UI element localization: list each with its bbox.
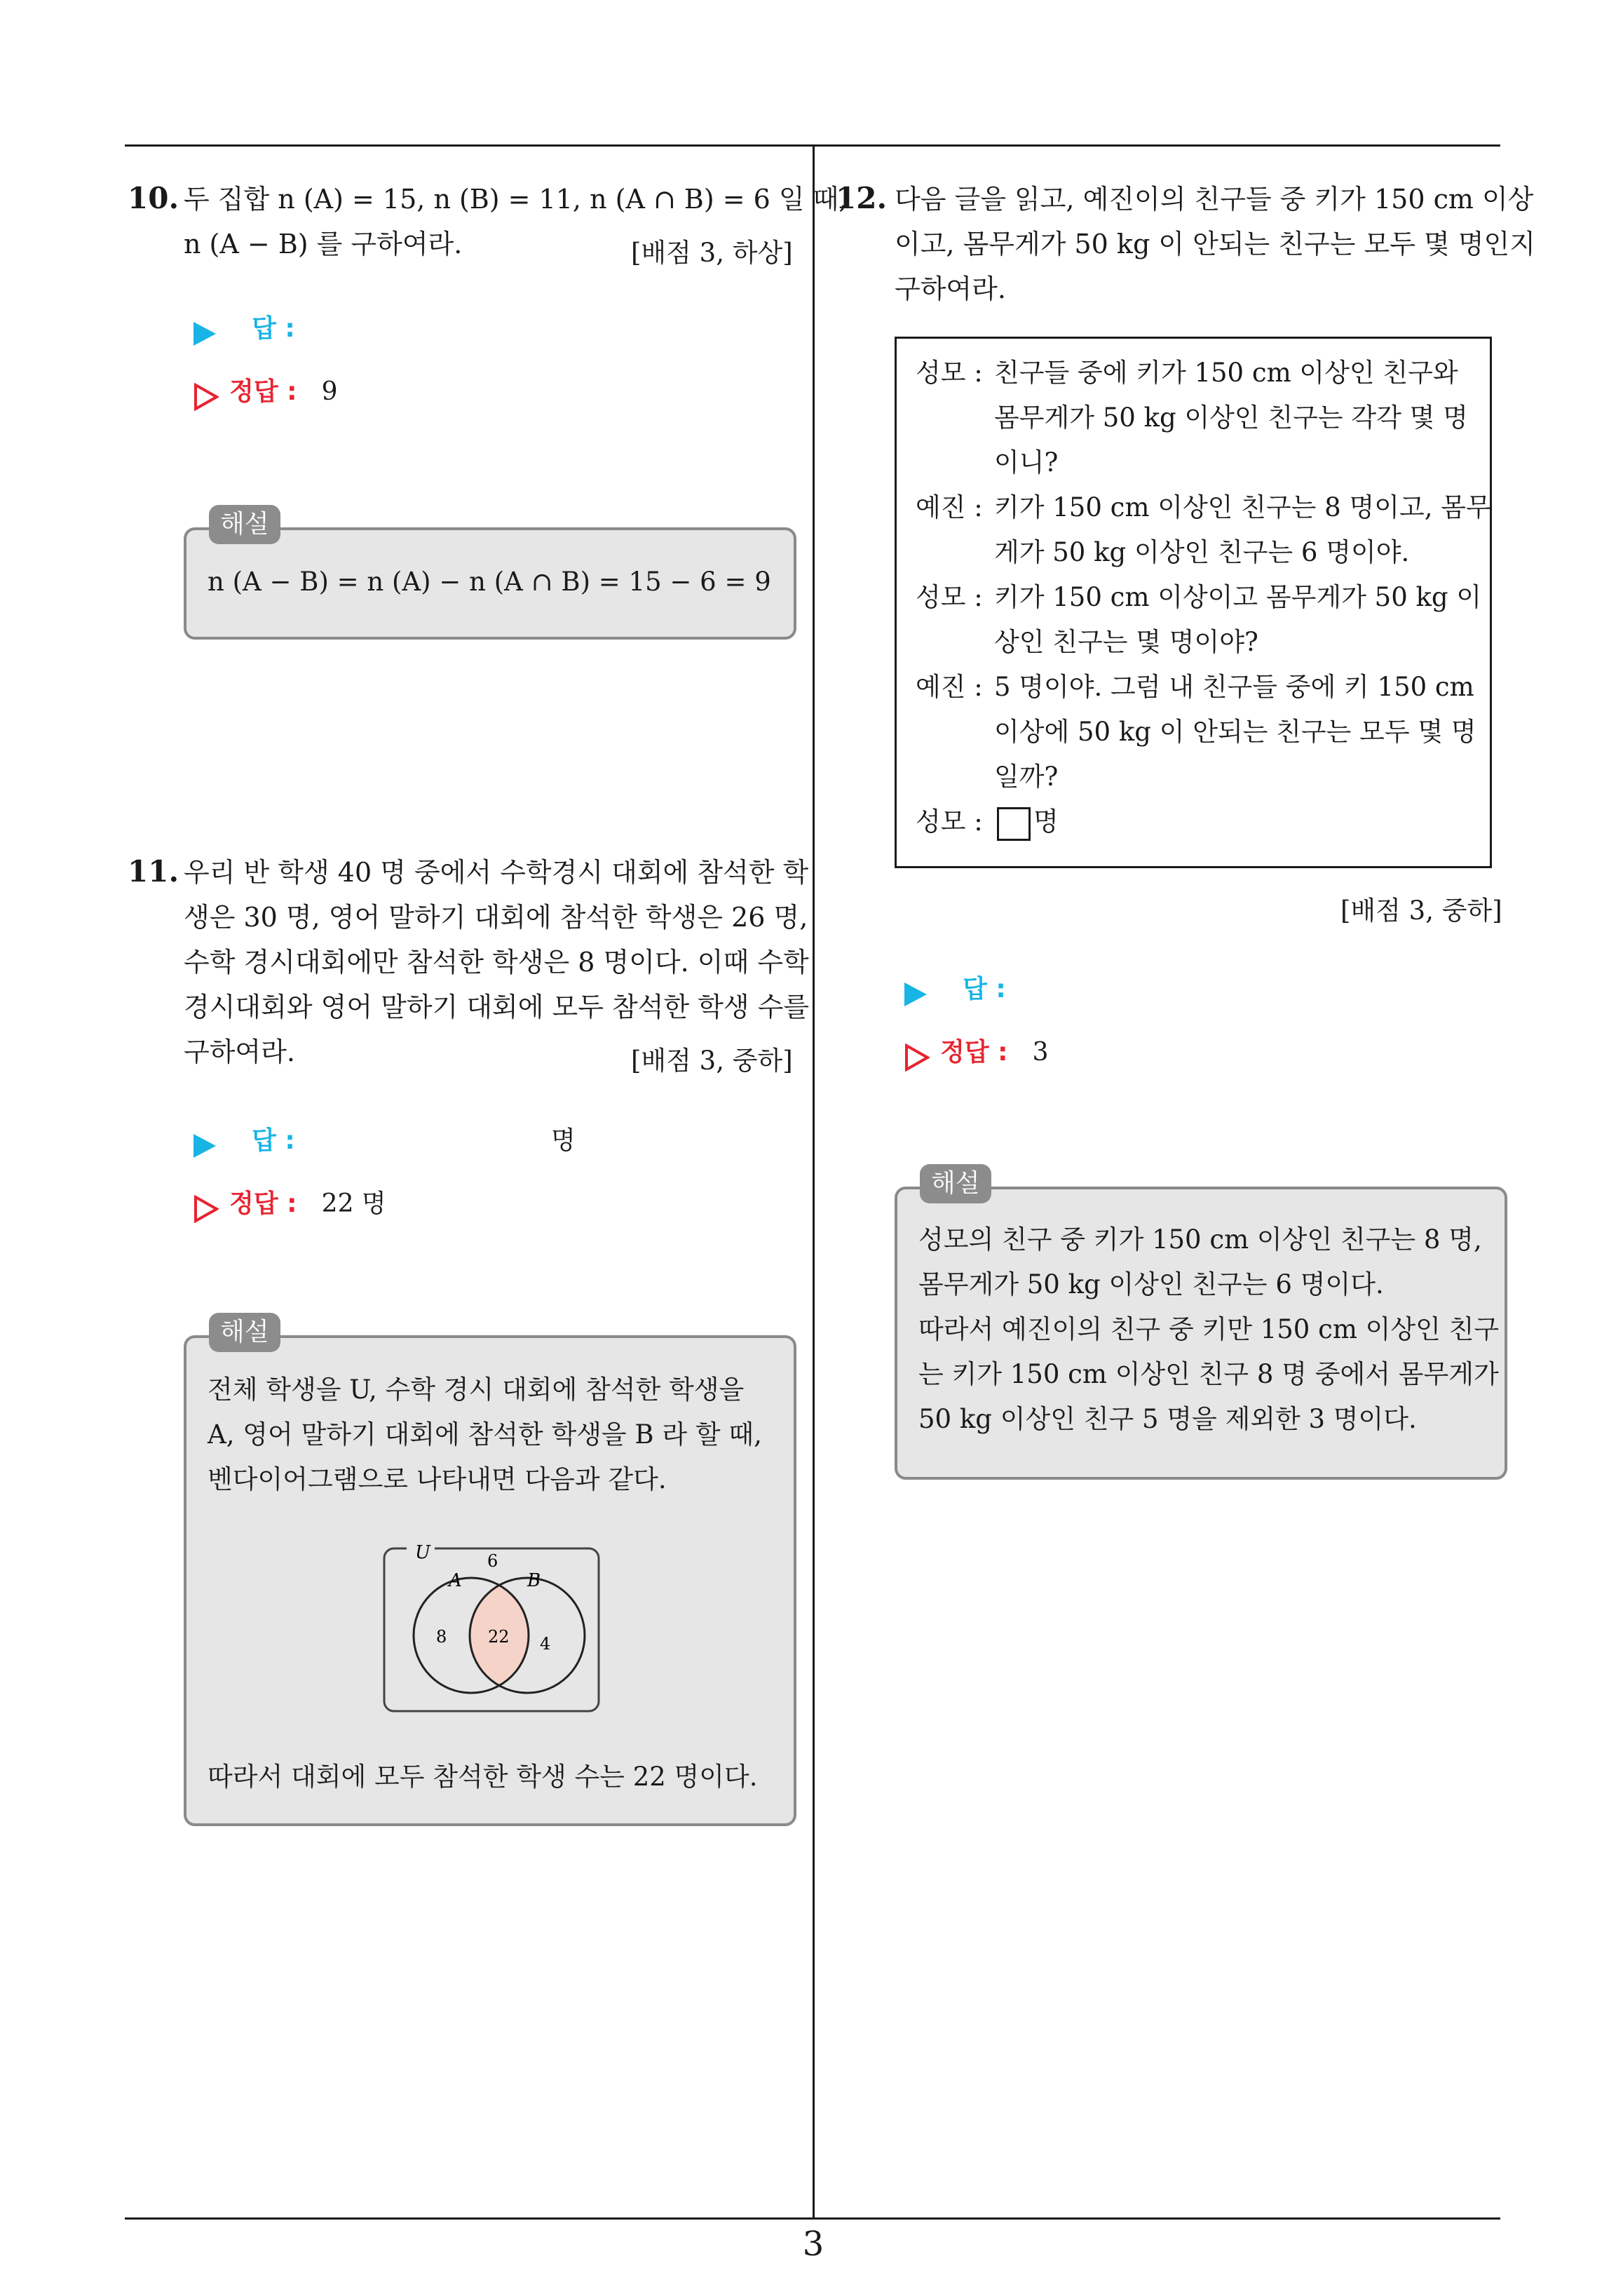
- q10-answer-row[interactable]: [193, 309, 295, 346]
- page-number: 3: [802, 2224, 824, 2264]
- q11-solution-line3: 벤다이어그램으로 나타내면 다음과 같다.: [208, 1464, 667, 1494]
- q11-line4: 경시대회와 영어 말하기 대회에 모두 참석한 학생 수를: [184, 992, 810, 1022]
- q12-solution-line2: 몸무게가 50 kg 이상인 친구는 6 명이다.: [918, 1269, 1384, 1299]
- dlg3-line1: 키가 150 cm 이상이고 몸무게가 50 kg 이: [994, 582, 1482, 612]
- dlg4-line3: 일까?: [994, 762, 1059, 792]
- q11-answer-row[interactable]: [193, 1121, 295, 1158]
- q11-correct-label: 정답 :: [229, 1189, 297, 1218]
- dlg1-line3: 이니?: [994, 447, 1059, 478]
- q11-answer-unit: 명: [551, 1126, 576, 1155]
- q11-line5: 구하여라.: [184, 1036, 295, 1067]
- q10-answer-label: 답 :: [252, 314, 295, 343]
- dlg2-speaker: 예진 :: [916, 492, 983, 522]
- column-divider: [813, 144, 815, 2219]
- q11-solution-conclusion: 따라서 대회에 모두 참석한 학생 수는 22 명이다.: [208, 1762, 758, 1792]
- q12-score: [배점 3, 중하]: [1340, 896, 1502, 926]
- venn-outside-value: 6: [487, 1551, 498, 1571]
- play-triangle-icon: [193, 1134, 216, 1158]
- q11-line3: 수학 경시대회에만 참석한 학생은 8 명이다. 이때 수학: [184, 947, 809, 978]
- q12-solution-line4: 는 키가 150 cm 이상인 친구 8 명 중에서 몸무게가: [918, 1359, 1499, 1389]
- venn-both-value: 22: [488, 1627, 510, 1647]
- q12-solution-tag: 해설: [920, 1164, 991, 1203]
- dlg1-line2: 몸무게가 50 kg 이상인 친구는 각각 몇 명: [994, 403, 1468, 433]
- dlg4-speaker: 예진 :: [916, 672, 983, 702]
- dlg2-line1: 키가 150 cm 이상인 친구는 8 명이고, 몸무: [994, 492, 1491, 522]
- dlg5-unit: 명: [1033, 806, 1059, 837]
- dlg5-speaker: 성모 :: [916, 806, 983, 837]
- q12-line1: 다음 글을 읽고, 예진이의 친구들 중 키가 150 cm 이상: [895, 184, 1534, 215]
- q11-solution-tag: 해설: [209, 1313, 280, 1352]
- venn-only-b-value: 4: [540, 1634, 551, 1654]
- q12-answer-label: 답 :: [963, 975, 1006, 1004]
- outline-triangle-icon: [193, 383, 219, 411]
- play-triangle-icon: [193, 322, 216, 346]
- q11-solution-line1: 전체 학생을 U, 수학 경시 대회에 참석한 학생을: [208, 1375, 745, 1405]
- dlg4-line2: 이상에 50 kg 이 안되는 친구는 모두 몇 명: [994, 717, 1476, 747]
- q11-solution-line2: A, 영어 말하기 대회에 참석한 학생을 B 라 할 때,: [208, 1419, 762, 1450]
- q12-correct-value: 3: [1032, 1038, 1049, 1067]
- dlg2-line2: 게가 50 kg 이상인 친구는 6 명이야.: [994, 537, 1410, 567]
- q12-correct-row: [904, 1032, 1049, 1072]
- dlg1-speaker: 성모 :: [916, 358, 983, 388]
- q11-line1: 우리 반 학생 40 명 중에서 수학경시 대회에 참석한 학: [184, 857, 809, 888]
- q11-correct-row: [193, 1184, 386, 1223]
- q10-correct-label: 정답 :: [229, 377, 297, 406]
- answer-blank-box[interactable]: [997, 807, 1031, 841]
- dlg1-line1: 친구들 중에 키가 150 cm 이상인 친구와: [994, 358, 1458, 388]
- outline-triangle-icon: [193, 1195, 219, 1223]
- q11-line2: 생은 30 명, 영어 말하기 대회에 참석한 학생은 26 명,: [184, 902, 808, 933]
- q12-solution-line3: 따라서 예진이의 친구 중 키만 150 cm 이상인 친구: [918, 1314, 1500, 1344]
- q11-score: [배점 3, 중하]: [631, 1046, 793, 1076]
- q10-solution-text: n (A − B) = n (A) − n (A ∩ B) = 15 − 6 = 9: [208, 567, 771, 597]
- q10-solution-tag: 해설: [209, 505, 280, 544]
- q10-correct-row: [193, 372, 338, 411]
- bottom-rule: [125, 2217, 1500, 2220]
- dlg5-answer: [994, 799, 1059, 844]
- q12-number: 12.: [836, 181, 888, 215]
- venn-universe-label: U: [415, 1542, 430, 1563]
- q12-solution-line5: 50 kg 이상인 친구 5 명을 제외한 3 명이다.: [918, 1404, 1417, 1434]
- q12-answer-row[interactable]: [904, 969, 1006, 1006]
- q10-number: 10.: [128, 181, 179, 215]
- dlg3-speaker: 성모 :: [916, 582, 983, 612]
- venn-set-b-label: B: [527, 1570, 541, 1591]
- q12-line2: 이고, 몸무게가 50 kg 이 안되는 친구는 모두 몇 명인지: [895, 229, 1535, 259]
- q12-line3: 구하여라.: [895, 274, 1006, 304]
- q10-line2: n (A − B) 를 구하여라.: [184, 229, 463, 259]
- q11-number: 11.: [128, 854, 179, 889]
- q10-score: [배점 3, 하상]: [631, 238, 793, 268]
- dlg4-line1: 5 명이야. 그럼 내 친구들 중에 키 150 cm: [994, 672, 1474, 702]
- venn-only-a-value: 8: [436, 1627, 447, 1647]
- q10-line1: 두 집합 n (A) = 15, n (B) = 11, n (A ∩ B) = 6 일 때,: [184, 184, 848, 215]
- venn-diagram: [379, 1537, 603, 1720]
- outline-triangle-icon: [904, 1044, 930, 1072]
- dlg3-line2: 상인 친구는 몇 명이야?: [994, 627, 1258, 657]
- venn-set-a-label: A: [449, 1570, 462, 1591]
- q11-correct-value: 22 명: [321, 1189, 386, 1218]
- q10-correct-value: 9: [321, 377, 338, 406]
- q11-answer-label: 답 :: [252, 1126, 295, 1155]
- play-triangle-icon: [904, 982, 927, 1006]
- q12-correct-label: 정답 :: [940, 1038, 1008, 1067]
- q12-solution-line1: 성모의 친구 중 키가 150 cm 이상인 친구는 8 명,: [918, 1224, 1482, 1255]
